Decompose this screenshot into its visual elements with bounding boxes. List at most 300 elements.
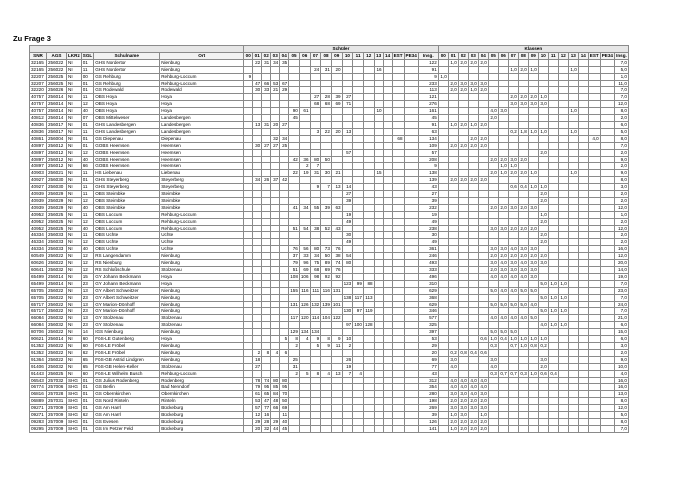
cell-klassen bbox=[588, 191, 600, 198]
cell-klassen bbox=[528, 135, 538, 142]
cell-schueler bbox=[299, 80, 310, 87]
cell-klassen: 4,0 bbox=[488, 108, 498, 115]
cell-schueler bbox=[392, 225, 404, 232]
cell-schueler bbox=[331, 418, 342, 425]
cell-schueler bbox=[271, 342, 280, 349]
cell-schulname: OBS Steimbke bbox=[94, 191, 160, 198]
cell-schueler: 75 bbox=[310, 260, 321, 267]
cell-klassen bbox=[578, 191, 588, 198]
cell-schueler: 238 bbox=[418, 225, 438, 232]
cell-klassen: 2,0 bbox=[458, 142, 468, 149]
cell-schueler bbox=[331, 377, 342, 384]
cell-schueler bbox=[321, 363, 332, 370]
cell-klassen: 1,0 bbox=[448, 412, 458, 419]
cell-schueler: 21 bbox=[271, 87, 280, 94]
cell-schueler: 80 bbox=[310, 246, 321, 253]
cell-klassen: 1,0 bbox=[548, 322, 558, 329]
cell-klassen bbox=[498, 239, 508, 246]
cell-ort: Stolzenau bbox=[160, 363, 244, 370]
cell-klassen bbox=[558, 425, 568, 432]
cell-schueler bbox=[353, 301, 364, 308]
cell-schueler bbox=[404, 280, 418, 287]
cell-klassen bbox=[528, 177, 538, 184]
cell-schueler bbox=[363, 301, 374, 308]
cell-klassen bbox=[478, 294, 488, 301]
cell-klassen: 1,0 bbox=[528, 370, 538, 377]
cell-schueler bbox=[331, 142, 342, 149]
cell-klassen: 2,0 bbox=[448, 177, 458, 184]
cell-schueler bbox=[271, 101, 280, 108]
cell-schueler: 134 bbox=[311, 329, 320, 335]
cell-klassen: 1,0 bbox=[568, 66, 578, 73]
cell-schueler bbox=[244, 101, 253, 108]
cell-klassen bbox=[498, 87, 508, 94]
cell-schueler: 80 bbox=[342, 260, 353, 267]
cell-klassen: 3,0 bbox=[498, 108, 508, 115]
cell-schueler: 104 bbox=[322, 315, 330, 321]
cell-schueler bbox=[321, 412, 332, 419]
cell-klassen bbox=[488, 121, 498, 128]
cell-schueler: 37 bbox=[289, 253, 300, 260]
cell-klassen: 1,0 bbox=[528, 66, 538, 73]
cell-klassen bbox=[498, 211, 508, 218]
cell-schueler bbox=[310, 218, 321, 225]
cell-ags: 256012 bbox=[47, 156, 67, 163]
cell-schueler bbox=[244, 239, 253, 246]
cell-schueler: 9 bbox=[418, 163, 438, 170]
cell-klassen bbox=[438, 218, 448, 225]
column-header-schueler: 12 bbox=[363, 52, 374, 59]
cell-schueler bbox=[342, 273, 353, 280]
cell-klassen: 0,3 bbox=[518, 370, 528, 377]
column-header-klassen: 02 bbox=[458, 52, 468, 59]
group-header-schueler: Schüler bbox=[244, 46, 439, 53]
cell-sgl: 23 bbox=[81, 294, 93, 301]
cell-schueler bbox=[374, 135, 383, 142]
cell-schueler bbox=[353, 225, 364, 232]
cell-schueler bbox=[244, 301, 253, 308]
cell-ags: 257031 bbox=[47, 398, 67, 405]
cell-ort: Bückeburg bbox=[160, 412, 244, 419]
cell-schueler bbox=[383, 301, 392, 308]
cell-klassen bbox=[548, 184, 558, 191]
cell-schueler bbox=[280, 191, 289, 198]
cell-klassen bbox=[518, 121, 528, 128]
cell-klassen bbox=[438, 342, 448, 349]
cell-klassen bbox=[458, 73, 468, 80]
cell-schueler bbox=[289, 425, 300, 432]
cell-klassen bbox=[588, 73, 600, 80]
table-row bbox=[30, 191, 629, 198]
cell-klassen bbox=[600, 329, 614, 336]
cell-schueler bbox=[383, 128, 392, 135]
cell-schueler bbox=[353, 128, 364, 135]
cell-schueler bbox=[280, 170, 289, 177]
cell-klassen bbox=[448, 225, 458, 232]
cell-ort: Stolzenau bbox=[160, 315, 244, 322]
cell-schueler: 27 bbox=[253, 363, 262, 370]
cell-schueler bbox=[392, 391, 404, 398]
cell-sgl: 40 bbox=[81, 156, 93, 163]
cell-schueler bbox=[271, 280, 280, 287]
cell-schueler bbox=[363, 363, 374, 370]
cell-schueler bbox=[363, 425, 374, 432]
cell-schueler: 56 bbox=[299, 246, 310, 253]
cell-schueler bbox=[321, 294, 332, 301]
cell-schueler bbox=[374, 177, 383, 184]
cell-schulname: OBS Loccum bbox=[94, 211, 160, 218]
cell-klassen bbox=[488, 177, 498, 184]
cell-klassen bbox=[578, 287, 588, 294]
cell-schulname: OBS Steimbke bbox=[94, 204, 160, 211]
cell-schueler bbox=[404, 260, 418, 267]
cell-klassen bbox=[588, 336, 600, 343]
cell-klassen: 2,0 bbox=[528, 225, 538, 232]
cell-klassen bbox=[578, 391, 588, 398]
cell-klassen bbox=[578, 101, 588, 108]
cell-schueler bbox=[262, 225, 271, 232]
cell-lkrz: NI bbox=[67, 218, 82, 225]
cell-snr: 65717 bbox=[30, 308, 47, 315]
cell-schueler bbox=[244, 108, 253, 115]
cell-schulname: GY Marion-Dönhoff bbox=[94, 301, 160, 308]
cell-klassen bbox=[548, 260, 558, 267]
cell-schueler: 120 bbox=[300, 315, 309, 321]
cell-klassen bbox=[458, 329, 468, 336]
cell-schueler bbox=[404, 239, 418, 246]
cell-schueler bbox=[342, 329, 353, 336]
cell-schueler bbox=[331, 115, 342, 122]
cell-klassen: 4,0 bbox=[468, 384, 478, 391]
cell-schulname: FöS-LE Gutenberg bbox=[94, 336, 160, 343]
cell-klassen bbox=[578, 336, 588, 343]
cell-klassen bbox=[568, 204, 578, 211]
cell-schueler bbox=[280, 149, 289, 156]
cell-klassen: 6,0 bbox=[614, 322, 628, 329]
cell-schueler bbox=[289, 322, 300, 329]
cell-klassen: 5,0 bbox=[528, 287, 538, 294]
cell-schueler: 11 bbox=[280, 412, 289, 419]
cell-schueler bbox=[262, 363, 271, 370]
cell-schueler bbox=[353, 156, 364, 163]
cell-klassen: 5,0 bbox=[508, 301, 518, 308]
cell-klassen bbox=[458, 184, 468, 191]
cell-schueler bbox=[262, 294, 271, 301]
cell-klassen bbox=[508, 218, 518, 225]
cell-schueler bbox=[271, 128, 280, 135]
cell-schueler: 57 bbox=[342, 149, 353, 156]
cell-schueler: 155 bbox=[290, 287, 298, 293]
cell-schueler bbox=[331, 59, 342, 66]
cell-schueler bbox=[253, 108, 262, 115]
cell-schueler bbox=[310, 108, 321, 115]
cell-klassen: 2,0 bbox=[538, 363, 548, 370]
cell-schueler bbox=[280, 204, 289, 211]
cell-klassen: 9,0 bbox=[614, 356, 628, 363]
cell-klassen bbox=[588, 94, 600, 101]
cell-schueler: 13 bbox=[342, 128, 353, 135]
cell-klassen: 2,0 bbox=[518, 253, 528, 260]
cell-ort: Nienburg bbox=[160, 253, 244, 260]
cell-klassen bbox=[548, 149, 558, 156]
cell-schueler: 13 bbox=[331, 184, 342, 191]
cell-schueler: 45 bbox=[289, 115, 300, 122]
cell-schueler bbox=[383, 232, 392, 239]
cell-klassen bbox=[498, 128, 508, 135]
cell-schueler bbox=[262, 128, 271, 135]
cell-schueler: 32 bbox=[262, 425, 271, 432]
cell-schueler bbox=[262, 253, 271, 260]
cell-schueler bbox=[392, 184, 404, 191]
cell-schulname: FöS-LE Wilhelm Busch bbox=[94, 370, 160, 377]
cell-klassen bbox=[458, 239, 468, 246]
cell-klassen bbox=[528, 73, 538, 80]
cell-klassen bbox=[488, 211, 498, 218]
cell-klassen bbox=[478, 184, 488, 191]
table-row bbox=[30, 370, 629, 377]
cell-klassen bbox=[588, 356, 600, 363]
cell-schueler bbox=[392, 204, 404, 211]
cell-schueler bbox=[262, 370, 271, 377]
cell-klassen bbox=[518, 163, 528, 170]
cell-schueler: 27 bbox=[342, 191, 353, 198]
cell-ags: 256017 bbox=[47, 128, 67, 135]
cell-klassen bbox=[548, 412, 558, 419]
table-row bbox=[30, 363, 629, 370]
cell-schueler bbox=[404, 405, 418, 412]
cell-sgl: 01 bbox=[81, 59, 93, 66]
cell-klassen bbox=[528, 425, 538, 432]
cell-schueler bbox=[374, 377, 383, 384]
cell-schueler: 98 bbox=[310, 273, 321, 280]
cell-schueler bbox=[253, 308, 262, 315]
cell-klassen: 2,0 bbox=[478, 425, 488, 432]
cell-schueler bbox=[392, 170, 404, 177]
cell-klassen bbox=[568, 412, 578, 419]
cell-schueler bbox=[331, 197, 342, 204]
cell-schueler bbox=[310, 177, 321, 184]
cell-schueler bbox=[392, 329, 404, 336]
cell-schueler bbox=[310, 405, 321, 412]
cell-klassen bbox=[478, 370, 488, 377]
cell-schueler: 74 bbox=[262, 377, 271, 384]
cell-klassen bbox=[600, 287, 614, 294]
cell-klassen bbox=[448, 342, 458, 349]
cell-klassen bbox=[578, 412, 588, 419]
cell-klassen bbox=[588, 163, 600, 170]
cell-schueler bbox=[374, 191, 383, 198]
cell-schulname: GS Rodewald bbox=[94, 87, 160, 94]
cell-snr: 40927 bbox=[30, 184, 47, 191]
cell-klassen bbox=[578, 246, 588, 253]
cell-klassen bbox=[518, 177, 528, 184]
cell-klassen bbox=[548, 301, 558, 308]
cell-klassen: 3,0 bbox=[478, 391, 488, 398]
cell-schueler bbox=[244, 170, 253, 177]
cell-ort: Steyerberg bbox=[160, 184, 244, 191]
cell-klassen: 4,0 bbox=[448, 363, 458, 370]
cell-klassen bbox=[568, 363, 578, 370]
cell-schueler bbox=[244, 177, 253, 184]
cell-klassen bbox=[548, 398, 558, 405]
cell-schulname: GY Johann Beckmann bbox=[94, 280, 160, 287]
cell-schueler: 66 bbox=[271, 405, 280, 412]
cell-klassen bbox=[518, 356, 528, 363]
cell-klassen: 9,0 bbox=[614, 170, 628, 177]
cell-schulname: GHS Nordertor bbox=[94, 59, 160, 66]
cell-ags: 256032 bbox=[47, 363, 67, 370]
cell-klassen bbox=[458, 149, 468, 156]
cell-klassen bbox=[548, 211, 558, 218]
cell-klassen bbox=[518, 412, 528, 419]
cell-snr: 40927 bbox=[30, 177, 47, 184]
cell-klassen: 2,0 bbox=[518, 94, 528, 101]
cell-klassen bbox=[588, 322, 600, 329]
cell-schueler bbox=[383, 246, 392, 253]
cell-schueler bbox=[342, 204, 353, 211]
cell-klassen bbox=[538, 121, 548, 128]
cell-schueler: 9 bbox=[321, 342, 332, 349]
cell-schueler: 269 bbox=[418, 405, 438, 412]
cell-klassen bbox=[528, 149, 538, 156]
cell-schueler bbox=[383, 163, 392, 170]
cell-ort: Heemsen bbox=[160, 149, 244, 156]
cell-snr: 32165 bbox=[30, 66, 47, 73]
cell-lkrz: NI bbox=[67, 342, 82, 349]
cell-sgl: 12 bbox=[81, 197, 93, 204]
cell-schueler bbox=[244, 412, 253, 419]
cell-schueler bbox=[353, 149, 364, 156]
cell-ags: 256017 bbox=[47, 121, 67, 128]
cell-schueler bbox=[392, 398, 404, 405]
cell-schueler bbox=[374, 149, 383, 156]
cell-schueler bbox=[331, 232, 342, 239]
cell-schueler: 106 bbox=[300, 273, 309, 279]
column-header-klassen: 06 bbox=[498, 52, 508, 59]
cell-klassen: 2,0 bbox=[488, 267, 498, 274]
cell-schueler bbox=[321, 280, 332, 287]
cell-klassen bbox=[558, 336, 568, 343]
table-row bbox=[30, 197, 629, 204]
cell-schueler: 22 bbox=[321, 128, 332, 135]
cell-klassen: 2,0 bbox=[614, 349, 628, 356]
cell-klassen bbox=[548, 94, 558, 101]
cell-klassen bbox=[548, 253, 558, 260]
cell-schueler bbox=[363, 267, 374, 274]
cell-schulname: GS Im Petzer Feld bbox=[94, 425, 160, 432]
cell-ags: 256033 bbox=[47, 239, 67, 246]
cell-schueler: 325 bbox=[418, 322, 438, 329]
cell-sgl: 12 bbox=[81, 239, 93, 246]
cell-schueler: 129 bbox=[290, 329, 298, 335]
cell-klassen bbox=[588, 391, 600, 398]
cell-schueler bbox=[262, 108, 271, 115]
cell-klassen: 3,0 bbox=[508, 260, 518, 267]
cell-schueler bbox=[374, 184, 383, 191]
cell-klassen bbox=[600, 273, 614, 280]
cell-klassen: 2,0 bbox=[508, 170, 518, 177]
cell-schueler: 31 bbox=[262, 59, 271, 66]
cell-lkrz: NI bbox=[67, 66, 82, 73]
cell-sgl: 01 bbox=[81, 87, 93, 94]
cell-klassen bbox=[558, 101, 568, 108]
cell-ags: 256012 bbox=[47, 142, 67, 149]
cell-klassen: 2,0 bbox=[478, 121, 488, 128]
cell-schueler: 69 bbox=[418, 356, 438, 363]
cell-ort: Nienburg bbox=[160, 260, 244, 267]
cell-schueler bbox=[374, 336, 383, 343]
cell-klassen bbox=[568, 280, 578, 287]
cell-schueler: 2 bbox=[289, 370, 300, 377]
table-row bbox=[30, 425, 629, 432]
cell-klassen bbox=[528, 87, 538, 94]
cell-schueler bbox=[383, 342, 392, 349]
cell-sgl: 01 bbox=[81, 418, 93, 425]
cell-schueler bbox=[353, 267, 364, 274]
cell-klassen bbox=[508, 398, 518, 405]
cell-sgl: 01 bbox=[81, 377, 93, 384]
cell-schueler bbox=[374, 384, 383, 391]
cell-lkrz: NI bbox=[67, 246, 82, 253]
cell-schueler bbox=[280, 108, 289, 115]
cell-snr: 40757 bbox=[30, 94, 47, 101]
cell-ags: 256014 bbox=[47, 280, 67, 287]
cell-schueler bbox=[310, 363, 321, 370]
table-row bbox=[30, 108, 629, 115]
cell-klassen bbox=[478, 101, 488, 108]
cell-schueler bbox=[244, 87, 253, 94]
cell-schueler bbox=[331, 308, 342, 315]
cell-schueler bbox=[374, 363, 383, 370]
cell-schueler bbox=[363, 384, 374, 391]
cell-schueler bbox=[392, 384, 404, 391]
cell-schueler bbox=[280, 308, 289, 315]
cell-schueler bbox=[331, 191, 342, 198]
cell-schueler bbox=[289, 398, 300, 405]
cell-klassen bbox=[468, 170, 478, 177]
cell-schulname: OBS Hoya bbox=[94, 94, 160, 101]
table-row bbox=[30, 121, 629, 128]
cell-klassen bbox=[600, 253, 614, 260]
cell-schueler bbox=[383, 280, 392, 287]
cell-ort: Rehburg-Loccum bbox=[160, 218, 244, 225]
cell-schueler bbox=[374, 260, 383, 267]
cell-klassen bbox=[568, 225, 578, 232]
cell-schueler bbox=[404, 267, 418, 274]
cell-klassen bbox=[478, 315, 488, 322]
cell-schueler bbox=[262, 273, 271, 280]
cell-schueler bbox=[353, 121, 364, 128]
cell-klassen bbox=[498, 363, 508, 370]
cell-klassen: 1,0 bbox=[448, 425, 458, 432]
cell-schueler bbox=[331, 218, 342, 225]
cell-klassen bbox=[588, 128, 600, 135]
cell-schueler bbox=[331, 322, 342, 329]
cell-klassen bbox=[448, 204, 458, 211]
cell-klassen bbox=[548, 163, 558, 170]
cell-klassen bbox=[588, 412, 600, 419]
cell-klassen bbox=[558, 225, 568, 232]
page-title: Zu Frage 3 bbox=[13, 34, 51, 43]
cell-schueler: 629 bbox=[418, 301, 438, 308]
cell-schueler bbox=[299, 356, 310, 363]
cell-schueler bbox=[353, 170, 364, 177]
cell-klassen bbox=[488, 280, 498, 287]
cell-klassen bbox=[578, 398, 588, 405]
cell-schueler bbox=[363, 80, 374, 87]
cell-klassen bbox=[538, 412, 548, 419]
cell-klassen bbox=[568, 315, 578, 322]
